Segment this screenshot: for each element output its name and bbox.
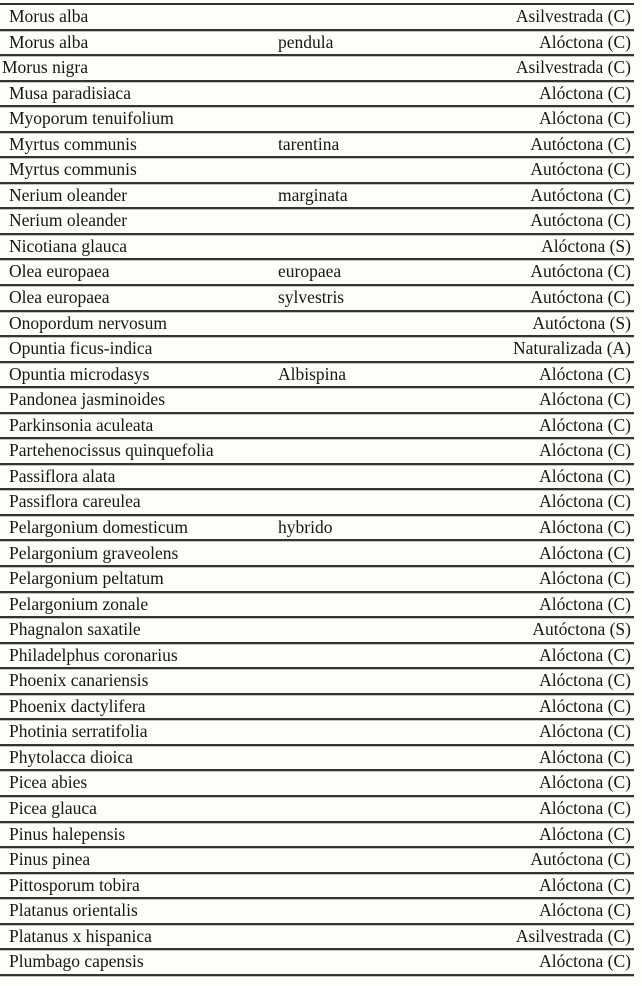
table-row — [0, 158, 634, 184]
table-row — [0, 695, 634, 721]
table-row — [0, 363, 634, 389]
status-label: Alóctona (C) — [539, 721, 631, 742]
status-label: Alóctona (C) — [539, 593, 631, 614]
species-name: Phytolacca dioica — [9, 746, 133, 767]
species-name: Pelargonium graveolens — [9, 542, 179, 563]
table-row — [0, 669, 634, 695]
status-label: Alóctona (C) — [539, 951, 631, 972]
table-row — [0, 465, 634, 491]
species-name: Phoenix dactylifera — [9, 695, 146, 716]
table-row — [0, 848, 634, 874]
status-label: Alóctona (C) — [539, 389, 631, 410]
species-name: Onopordum nervosum — [9, 312, 167, 333]
species-table — [0, 3, 634, 976]
table-row — [0, 925, 634, 951]
table-row — [0, 874, 634, 900]
variety-name: sylvestris — [278, 287, 345, 308]
table-row — [0, 618, 634, 644]
species-name: Morus alba — [9, 6, 89, 27]
species-name: Parkinsonia aculeata — [9, 414, 154, 435]
species-name: Myrtus communis — [9, 159, 137, 180]
species-name: Nerium oleander — [9, 184, 128, 205]
species-name: Partehenocissus quinquefolia — [9, 440, 214, 461]
status-label: Autóctona (C) — [530, 849, 631, 870]
status-label: Alóctona (C) — [539, 797, 631, 818]
species-name: Nerium oleander — [9, 210, 128, 231]
species-name: Photinia serratifolia — [9, 721, 148, 742]
variety-name: hybrido — [278, 516, 333, 537]
status-label: Alóctona (C) — [539, 31, 631, 52]
species-name: Pinus pinea — [9, 849, 91, 870]
species-name: Pittosporum tobira — [9, 874, 140, 895]
table-row — [0, 184, 634, 210]
table-row — [0, 414, 634, 440]
status-label: Autóctona (C) — [530, 159, 631, 180]
status-label: Alóctona (C) — [539, 695, 631, 716]
table-row — [0, 516, 634, 542]
variety-name: tarentina — [278, 133, 340, 154]
status-label: Alóctona (C) — [539, 82, 631, 103]
status-label: Alóctona (S) — [541, 235, 631, 256]
species-name: Opuntia ficus-indica — [9, 338, 153, 359]
species-name: Passiflora careulea — [9, 491, 141, 512]
status-label: Autóctona (C) — [530, 210, 631, 231]
species-name: Myoporum tenuifolium — [9, 108, 174, 129]
status-label: Asilvestrada (C) — [515, 925, 631, 946]
status-label: Autóctona (C) — [530, 261, 631, 282]
species-name: Phoenix canariensis — [9, 670, 149, 691]
table-row — [0, 746, 634, 772]
status-label: Alóctona (C) — [539, 670, 631, 691]
table-row — [0, 644, 634, 670]
table-row — [0, 133, 634, 159]
table-row — [0, 82, 634, 108]
status-label: Alóctona (C) — [539, 823, 631, 844]
status-label: Alóctona (C) — [539, 874, 631, 895]
status-label: Autóctona (C) — [530, 184, 631, 205]
species-name: Plumbago capensis — [9, 951, 144, 972]
table-row — [0, 388, 634, 414]
species-name: Pinus halepensis — [9, 823, 126, 844]
status-label: Alóctona (C) — [539, 465, 631, 486]
species-name: Morus nigra — [2, 57, 89, 78]
table-row — [0, 490, 634, 516]
table-row — [0, 107, 634, 133]
table-row — [0, 593, 634, 619]
species-name: Platanus orientalis — [9, 900, 138, 921]
status-label: Alóctona (C) — [539, 414, 631, 435]
status-label: Alóctona (C) — [539, 746, 631, 767]
species-name: Passiflora alata — [9, 465, 116, 486]
species-name: Philadelphus coronarius — [9, 644, 178, 665]
status-label: Alóctona (C) — [539, 440, 631, 461]
species-name: Pelargonium peltatum — [9, 568, 164, 589]
table-row — [0, 286, 634, 312]
table-row — [0, 720, 634, 746]
table-row — [0, 899, 634, 925]
species-name: Musa paradisiaca — [9, 82, 131, 103]
status-label: Autóctona (S) — [532, 312, 631, 333]
species-name: Myrtus communis — [9, 133, 137, 154]
variety-name: europaea — [278, 261, 342, 282]
status-label: Alóctona (C) — [539, 108, 631, 129]
status-label: Alóctona (C) — [539, 900, 631, 921]
table-row — [0, 823, 634, 849]
species-name: Olea europaea — [9, 287, 110, 308]
species-name: Morus alba — [9, 31, 89, 52]
species-name: Olea europaea — [9, 261, 110, 282]
status-label: Autóctona (C) — [530, 287, 631, 308]
species-name: Platanus x hispanica — [9, 925, 152, 946]
status-label: Naturalizada (A) — [512, 338, 631, 359]
table-row — [0, 260, 634, 286]
table-row — [0, 312, 634, 338]
species-name: Pelargonium zonale — [9, 593, 149, 614]
species-name: Picea abies — [9, 772, 88, 793]
table-row — [0, 5, 634, 31]
species-name: Nicotiana glauca — [9, 235, 128, 256]
species-name: Pandonea jasminoides — [9, 389, 166, 410]
species-name: Phagnalon saxatile — [9, 619, 141, 640]
table-row — [0, 56, 634, 82]
status-label: Autóctona (C) — [530, 133, 631, 154]
status-label: Alóctona (C) — [539, 363, 631, 384]
status-label: Alóctona (C) — [539, 568, 631, 589]
table-row — [0, 31, 634, 57]
table-row — [0, 567, 634, 593]
table-row — [0, 209, 634, 235]
table-row — [0, 771, 634, 797]
species-name: Pelargonium domesticum — [9, 516, 189, 537]
table-row — [0, 439, 634, 465]
status-label: Alóctona (C) — [539, 542, 631, 563]
species-name: Opuntia microdasys — [9, 363, 150, 384]
status-label: Asilvestrada (C) — [515, 57, 631, 78]
status-label: Autóctona (S) — [532, 619, 631, 640]
status-label: Asilvestrada (C) — [515, 6, 631, 27]
variety-name: pendula — [278, 31, 334, 52]
status-label: Alóctona (C) — [539, 491, 631, 512]
table-row — [0, 950, 634, 976]
status-label: Alóctona (C) — [539, 644, 631, 665]
table-row — [0, 235, 634, 261]
table-row — [0, 337, 634, 363]
variety-name: marginata — [278, 184, 348, 205]
status-label: Alóctona (C) — [539, 772, 631, 793]
status-label: Alóctona (C) — [539, 516, 631, 537]
table-row — [0, 541, 634, 567]
table-row — [0, 797, 634, 823]
species-name: Picea glauca — [9, 797, 97, 818]
variety-name: Albispina — [278, 363, 347, 384]
